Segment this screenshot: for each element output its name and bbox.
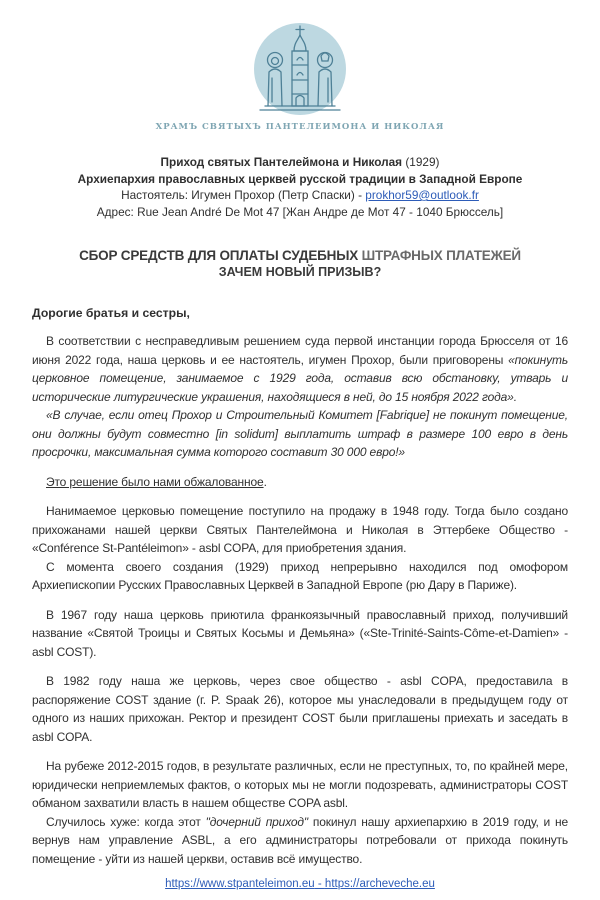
letterhead <box>32 154 568 220</box>
footer-link-archeveche[interactable]: https://archeveche.eu <box>324 878 435 890</box>
footer-link-separator: - <box>314 878 325 890</box>
church-emblem-icon <box>225 20 375 116</box>
title-part-grey: ШТРАФНЫХ ПЛАТЕЖЕЙ <box>361 248 521 263</box>
footer <box>32 878 568 890</box>
rector-label: Настоятель: Игумен Прохор (Петр Спаски) - <box>121 188 366 202</box>
parish-name-line <box>32 154 568 171</box>
paragraph <box>32 813 568 869</box>
salutation: Дорогие братья и сестры, <box>32 306 190 320</box>
parish-founding-year: (1929) <box>402 155 440 169</box>
text-segment: "дочерний приход" <box>205 814 309 829</box>
paragraph <box>32 606 568 662</box>
title-line-1 <box>32 248 568 263</box>
text-segment: С момента своего создания (1929) приход непрерывно находился под омофором Архиепископии Русских Православных Церквей в Западной Европе (рю Дару в Париже). <box>32 559 568 592</box>
parish-logo <box>32 0 568 132</box>
document-title <box>32 248 568 279</box>
paragraph <box>32 473 568 492</box>
footer-link-stpanteleimon[interactable]: https://www.stpanteleimon.eu <box>165 878 315 890</box>
paragraph <box>32 558 568 595</box>
rector-line <box>32 187 568 204</box>
text-segment: В 1982 году наша же церковь, через свое общество - asbl COPA, предоставила в распоряжение COST здание (г. P. Spaak 26), которое мы унаследовали в предыдущем году от одного из наших прихожан. Ректор и президент COST были приглашены приехать и заседать в asbl COPA. <box>32 674 568 744</box>
title-line-2: ЗАЧЕМ НОВЫЙ ПРИЗЫВ? <box>218 265 382 279</box>
text-segment: В соответствии с несправедливым решением суда первой инстанции города Брюсселя от 16 июня 2022 года, наша церковь и ее настоятель, игумен Прохор, были приговорены <box>32 334 568 367</box>
paragraph <box>32 502 568 558</box>
logo-caption: ХРАМЪ СВЯТЫХЪ ПАНТЕЛЕИМОНА И НИКОЛАЯ <box>155 122 445 132</box>
text-segment: Нанимаемое церковью помещение поступило на продажу в 1948 году. Тогда было создано прихожанами нашей церкви Святых Пантелеймона и Николая в Эттербеке Общество - «Conférence St-Pantéleimon» - asbl COPA, для приобретения здания. <box>32 504 568 555</box>
text-segment: Это решение было нами обжалованное <box>46 474 264 489</box>
text-segment: В 1967 году наша церковь приютила франкоязычный православный приход, получивший название «Святой Троицы и Святых Косьмы и Демьяна» («Ste-Trinité-Saints-Côme-et-Damien» - asbl COST). <box>32 607 568 659</box>
text-segment: На рубеже 2012-2015 годов, в результате различных, если не преступных, то, по крайней мере, юридически неприемлемых фактов, о которых мы не могли подозревать, администраторы COST обманом захватили власть в нашем обществе COPA asbl. <box>32 759 568 810</box>
paragraph <box>32 672 568 746</box>
document-paragraphs <box>32 332 568 868</box>
text-segment: Случилось хуже: когда этот <box>46 814 206 829</box>
text-segment: «В случае, если отец Прохор и Строительный Комитет [Fabrique] не покинут помещение, они должны будут совместно [in solidum] выплатить штраф в размере 100 евро в день просрочки, максимальная сумма которого составит 30 000 евро!» <box>32 408 568 459</box>
text-segment: «покинуть церковное помещение, занимаемое с 1929 года, оставив всю обстановку, утварь и исторические литургические украшения, находящиеся в ней, до 15 ноября 2022 года». <box>32 352 568 404</box>
parish-name: Приход святых Пантелеймона и Николая <box>160 155 403 169</box>
paragraph <box>32 757 568 813</box>
archdiocese-line: Архиепархия православных церквей русской традиции в Западной Европе <box>77 171 523 186</box>
text-segment: покинул нашу архиепархию в 2019 году, и не вернув нам управление ASBL, а его администраторы потребовали от прихода покинуть помещение - уйти из нашей церкви, оставив всё имущество. <box>32 814 568 866</box>
paragraph <box>32 406 568 462</box>
rector-email-link[interactable]: prokhor59@outlook.fr <box>365 188 479 202</box>
title-part-dark: СБОР СРЕДСТВ ДЛЯ ОПЛАТЫ СУДЕБНЫХ <box>79 248 362 263</box>
paragraph <box>32 332 568 406</box>
text-segment: . <box>263 474 267 489</box>
address-line: Адрес: Rue Jean André De Mot 47 [Жан Андре де Мот 47 - 1040 Брюссель] <box>96 204 504 219</box>
